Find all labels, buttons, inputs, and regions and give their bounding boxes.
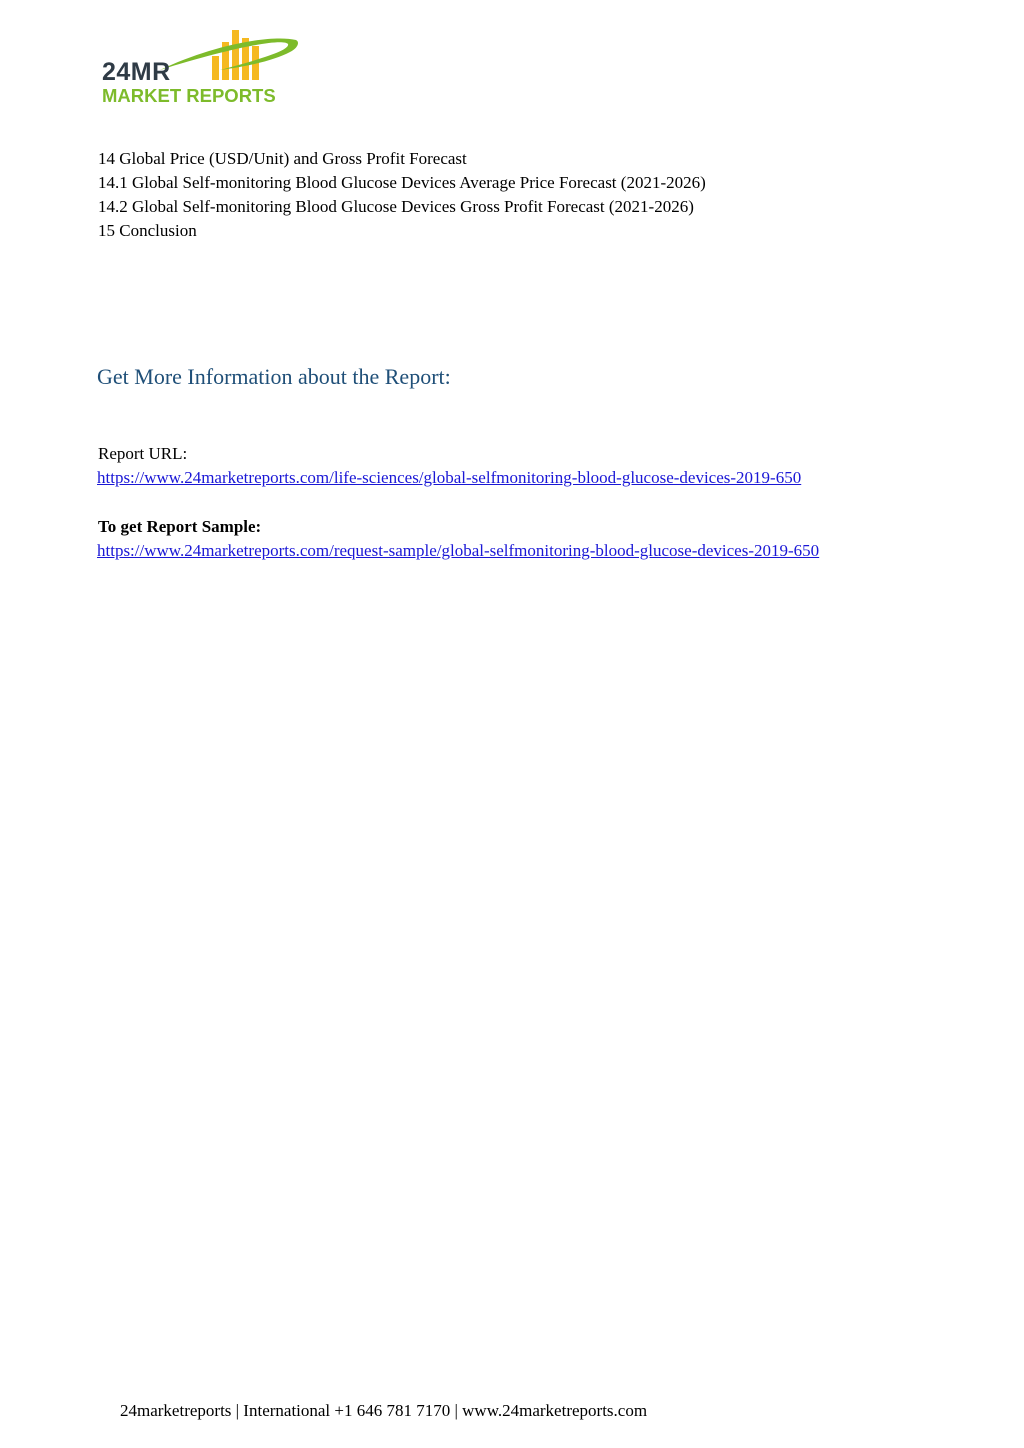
table-of-contents	[98, 147, 706, 243]
logo-bar-1	[212, 56, 219, 80]
report-url-label: Report URL:	[98, 444, 188, 463]
logo-line-1: 24MR	[102, 58, 171, 86]
report-sample-link[interactable]: https://www.24marketreports.com/request-sample/global-selfmonitoring-blood-glucose-devices-2019-650	[97, 541, 820, 560]
toc-item: 14 Global Price (USD/Unit) and Gross Profit Forecast	[98, 149, 467, 168]
report-url-link[interactable]: https://www.24marketreports.com/life-sciences/global-selfmonitoring-blood-glucose-devices-2019-650	[97, 468, 802, 487]
more-info-heading: Get More Information about the Report:	[97, 364, 451, 389]
logo-bar-3	[232, 30, 239, 80]
toc-item: 14.2 Global Self-monitoring Blood Glucose Devices Gross Profit Forecast (2021-2026)	[98, 197, 694, 216]
page-footer: 24marketreports | International +1 646 781 7170 | www.24marketreports.com	[120, 1401, 648, 1420]
logo-line-2: MARKET REPORTS	[102, 85, 276, 106]
toc-item: 15 Conclusion	[98, 221, 197, 240]
company-logo	[100, 28, 305, 108]
report-sample-label: To get Report Sample:	[98, 517, 262, 536]
toc-item: 14.1 Global Self-monitoring Blood Glucose Devices Average Price Forecast (2021-2026)	[98, 173, 706, 192]
